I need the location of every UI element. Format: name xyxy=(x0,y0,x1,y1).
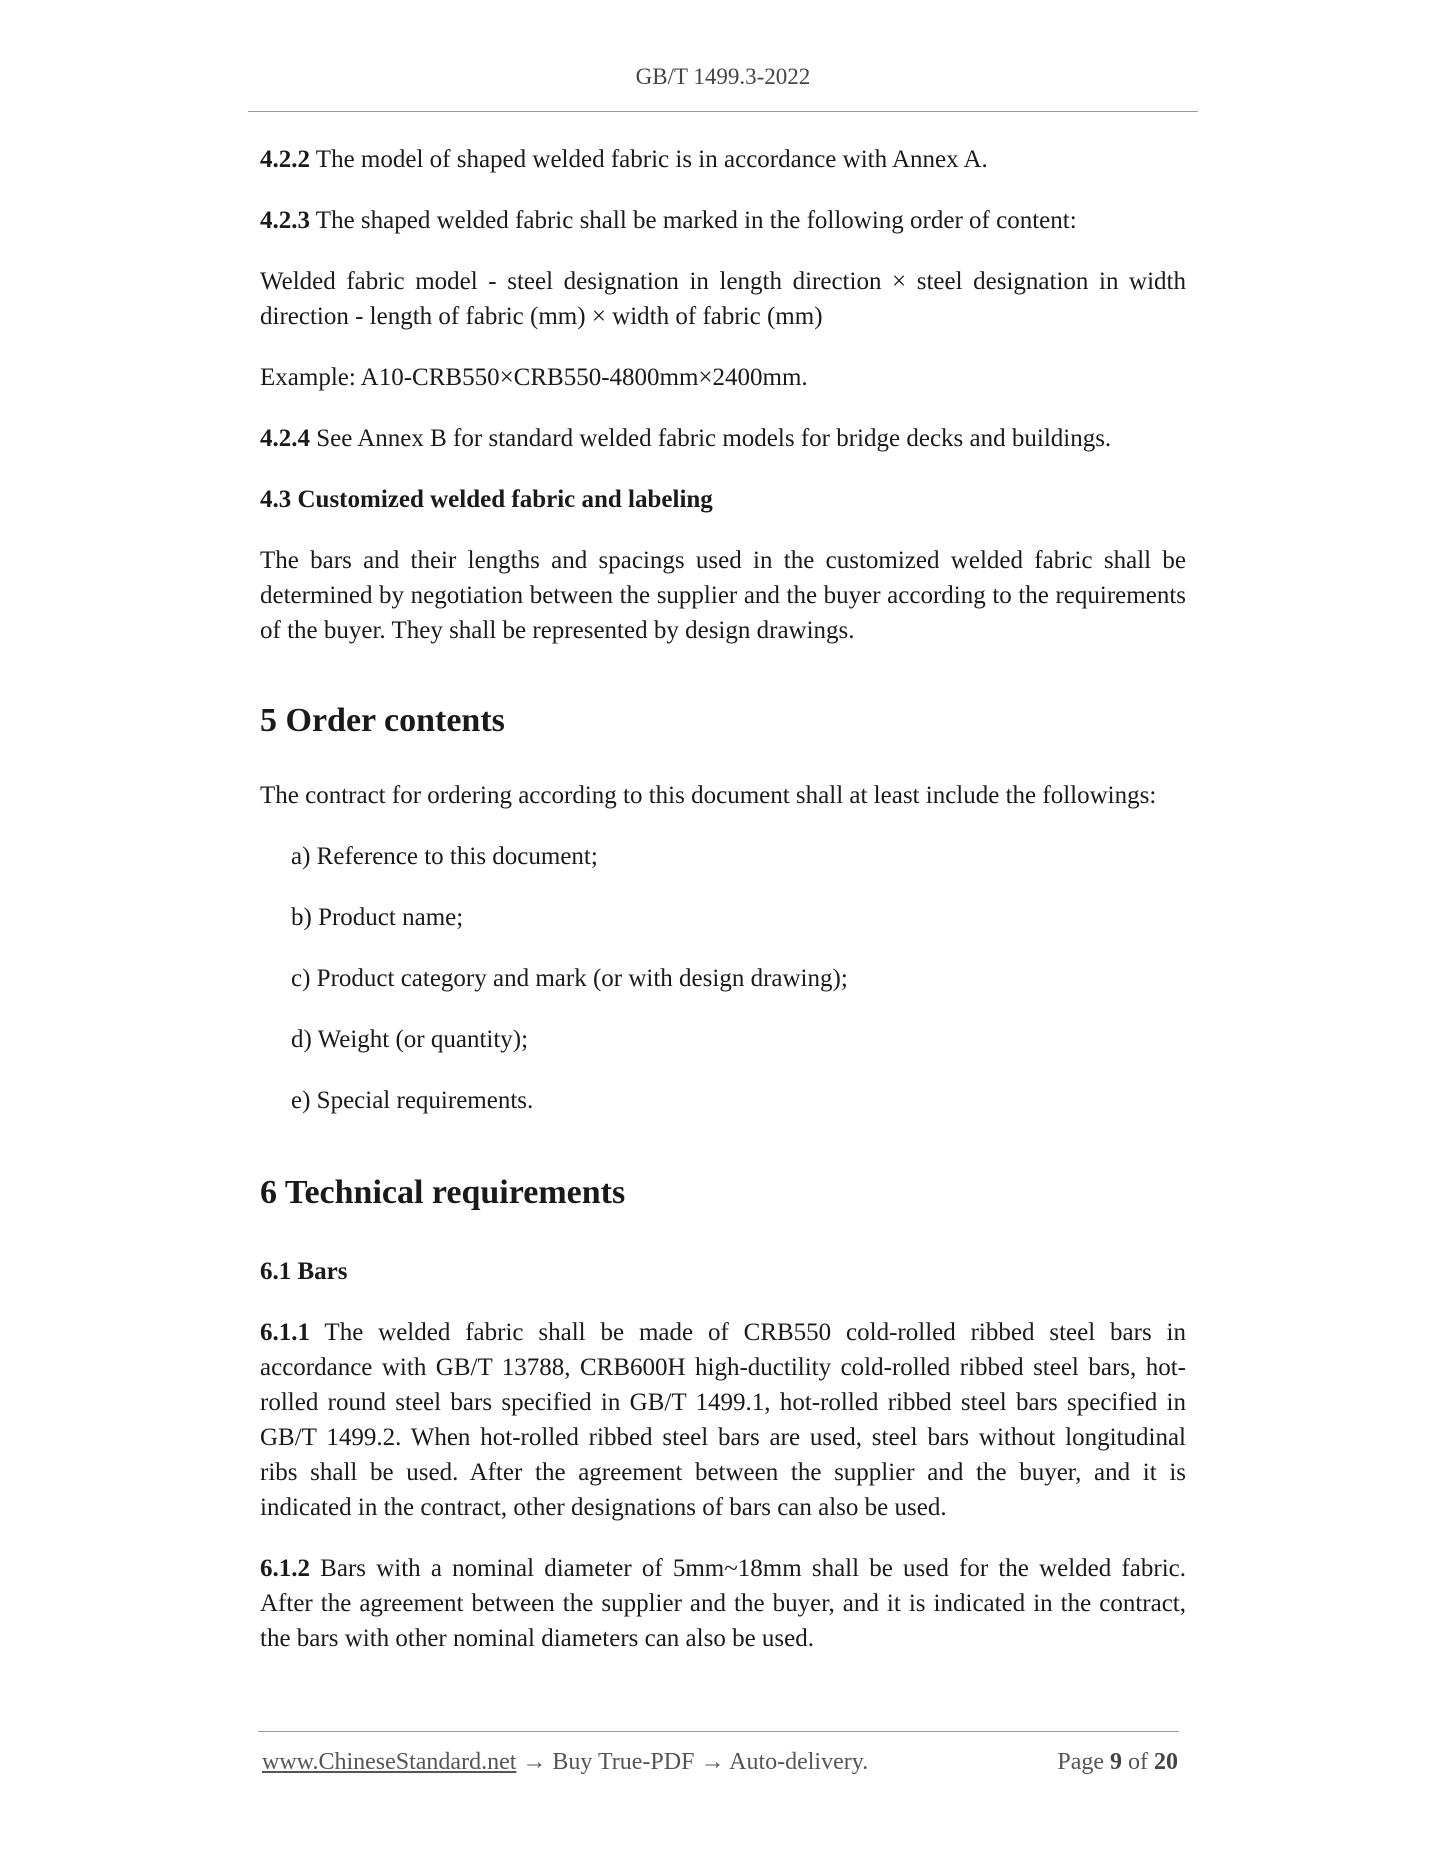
page-footer xyxy=(262,1749,1178,1776)
page-indicator xyxy=(1057,1749,1178,1776)
clause-number: 4.2.4 xyxy=(260,425,310,452)
clause-text: The welded fabric shall be made of CRB550 cold-rolled ribbed steel bars in accordance with GB/T 13788, CRB600H high-ductility cold-rolled ribbed steel bars, hot-rolled round steel bars specified in GB/T 1499.1, hot-rolled ribbed steel bars specified in GB/T 1499.2. When hot-rolled ribbed steel bars are used, steel bars without longitudinal ribs shall be used. After the agreement between the supplier and the buyer, and it is indicated in the contract, other designations of bars can also be used. xyxy=(260,1319,1186,1521)
clause-text: The shaped welded fabric shall be marked in the following order of content: xyxy=(310,207,1077,234)
heading-6-1: 6.1 Bars xyxy=(260,1258,348,1285)
marking-example: Example: A10-CRB550×CRB550-4800mm×2400mm. xyxy=(260,364,808,391)
clause-6-1-2 xyxy=(260,1551,1186,1656)
section-5-heading: 5 Order contents xyxy=(260,702,505,739)
header-divider xyxy=(248,111,1198,112)
list-item: d) Weight (or quantity); xyxy=(291,1026,529,1053)
clause-text: Bars with a nominal diameter of 5mm~18mm shall be used for the welded fabric. After the agreement between the supplier and the buyer, and it is indicated in the contract, the bars with other nominal diameters can also be used. xyxy=(260,1555,1186,1652)
clause-4-2-4 xyxy=(260,421,1186,456)
page-of-label: of xyxy=(1122,1749,1154,1775)
clause-number: 4.2.2 xyxy=(260,146,310,173)
list-item: b) Product name; xyxy=(291,904,464,931)
page-total: 20 xyxy=(1154,1749,1178,1775)
clause-text: The model of shaped welded fabric is in accordance with Annex A. xyxy=(310,146,988,173)
page-number: 9 xyxy=(1110,1749,1122,1775)
section-6-heading: 6 Technical requirements xyxy=(260,1174,626,1211)
clause-4-2-2 xyxy=(260,142,1186,177)
footer-tagline: → Buy True-PDF → Auto-delivery. xyxy=(516,1749,869,1775)
paragraph-5: The contract for ordering according to this document shall at least include the followings: xyxy=(260,782,1157,809)
clause-number: 6.1.1 xyxy=(260,1319,310,1346)
paragraph-4-3: The bars and their lengths and spacings used in the customized welded fabric shall be determined by negotiation between the supplier and the buyer according to the requirements of the buyer. They shall be represented by design drawings. xyxy=(260,547,1186,644)
clause-6-1-1 xyxy=(260,1315,1186,1525)
heading-4-3: 4.3 Customized welded fabric and labeling xyxy=(260,486,713,513)
page-body xyxy=(260,142,1186,1656)
footer-divider xyxy=(258,1731,1179,1732)
list-item: a) Reference to this document; xyxy=(291,843,598,870)
running-header: GB/T 1499.3-2022 xyxy=(635,64,811,89)
clause-number: 4.2.3 xyxy=(260,207,310,234)
footer-promo xyxy=(262,1749,868,1776)
clause-4-2-3 xyxy=(260,203,1186,238)
list-item: c) Product category and mark (or with design drawing); xyxy=(291,965,848,992)
page-label: Page xyxy=(1057,1749,1110,1775)
clause-number: 6.1.2 xyxy=(260,1555,310,1582)
marking-format: Welded fabric model - steel designation in length direction × steel designation in width direction - length of fabric (mm) × width of fabric (mm) xyxy=(260,268,1186,330)
site-link[interactable]: www.ChineseStandard.net xyxy=(262,1749,517,1775)
clause-text: See Annex B for standard welded fabric models for bridge decks and buildings. xyxy=(310,425,1112,452)
list-item: e) Special requirements. xyxy=(291,1087,534,1114)
